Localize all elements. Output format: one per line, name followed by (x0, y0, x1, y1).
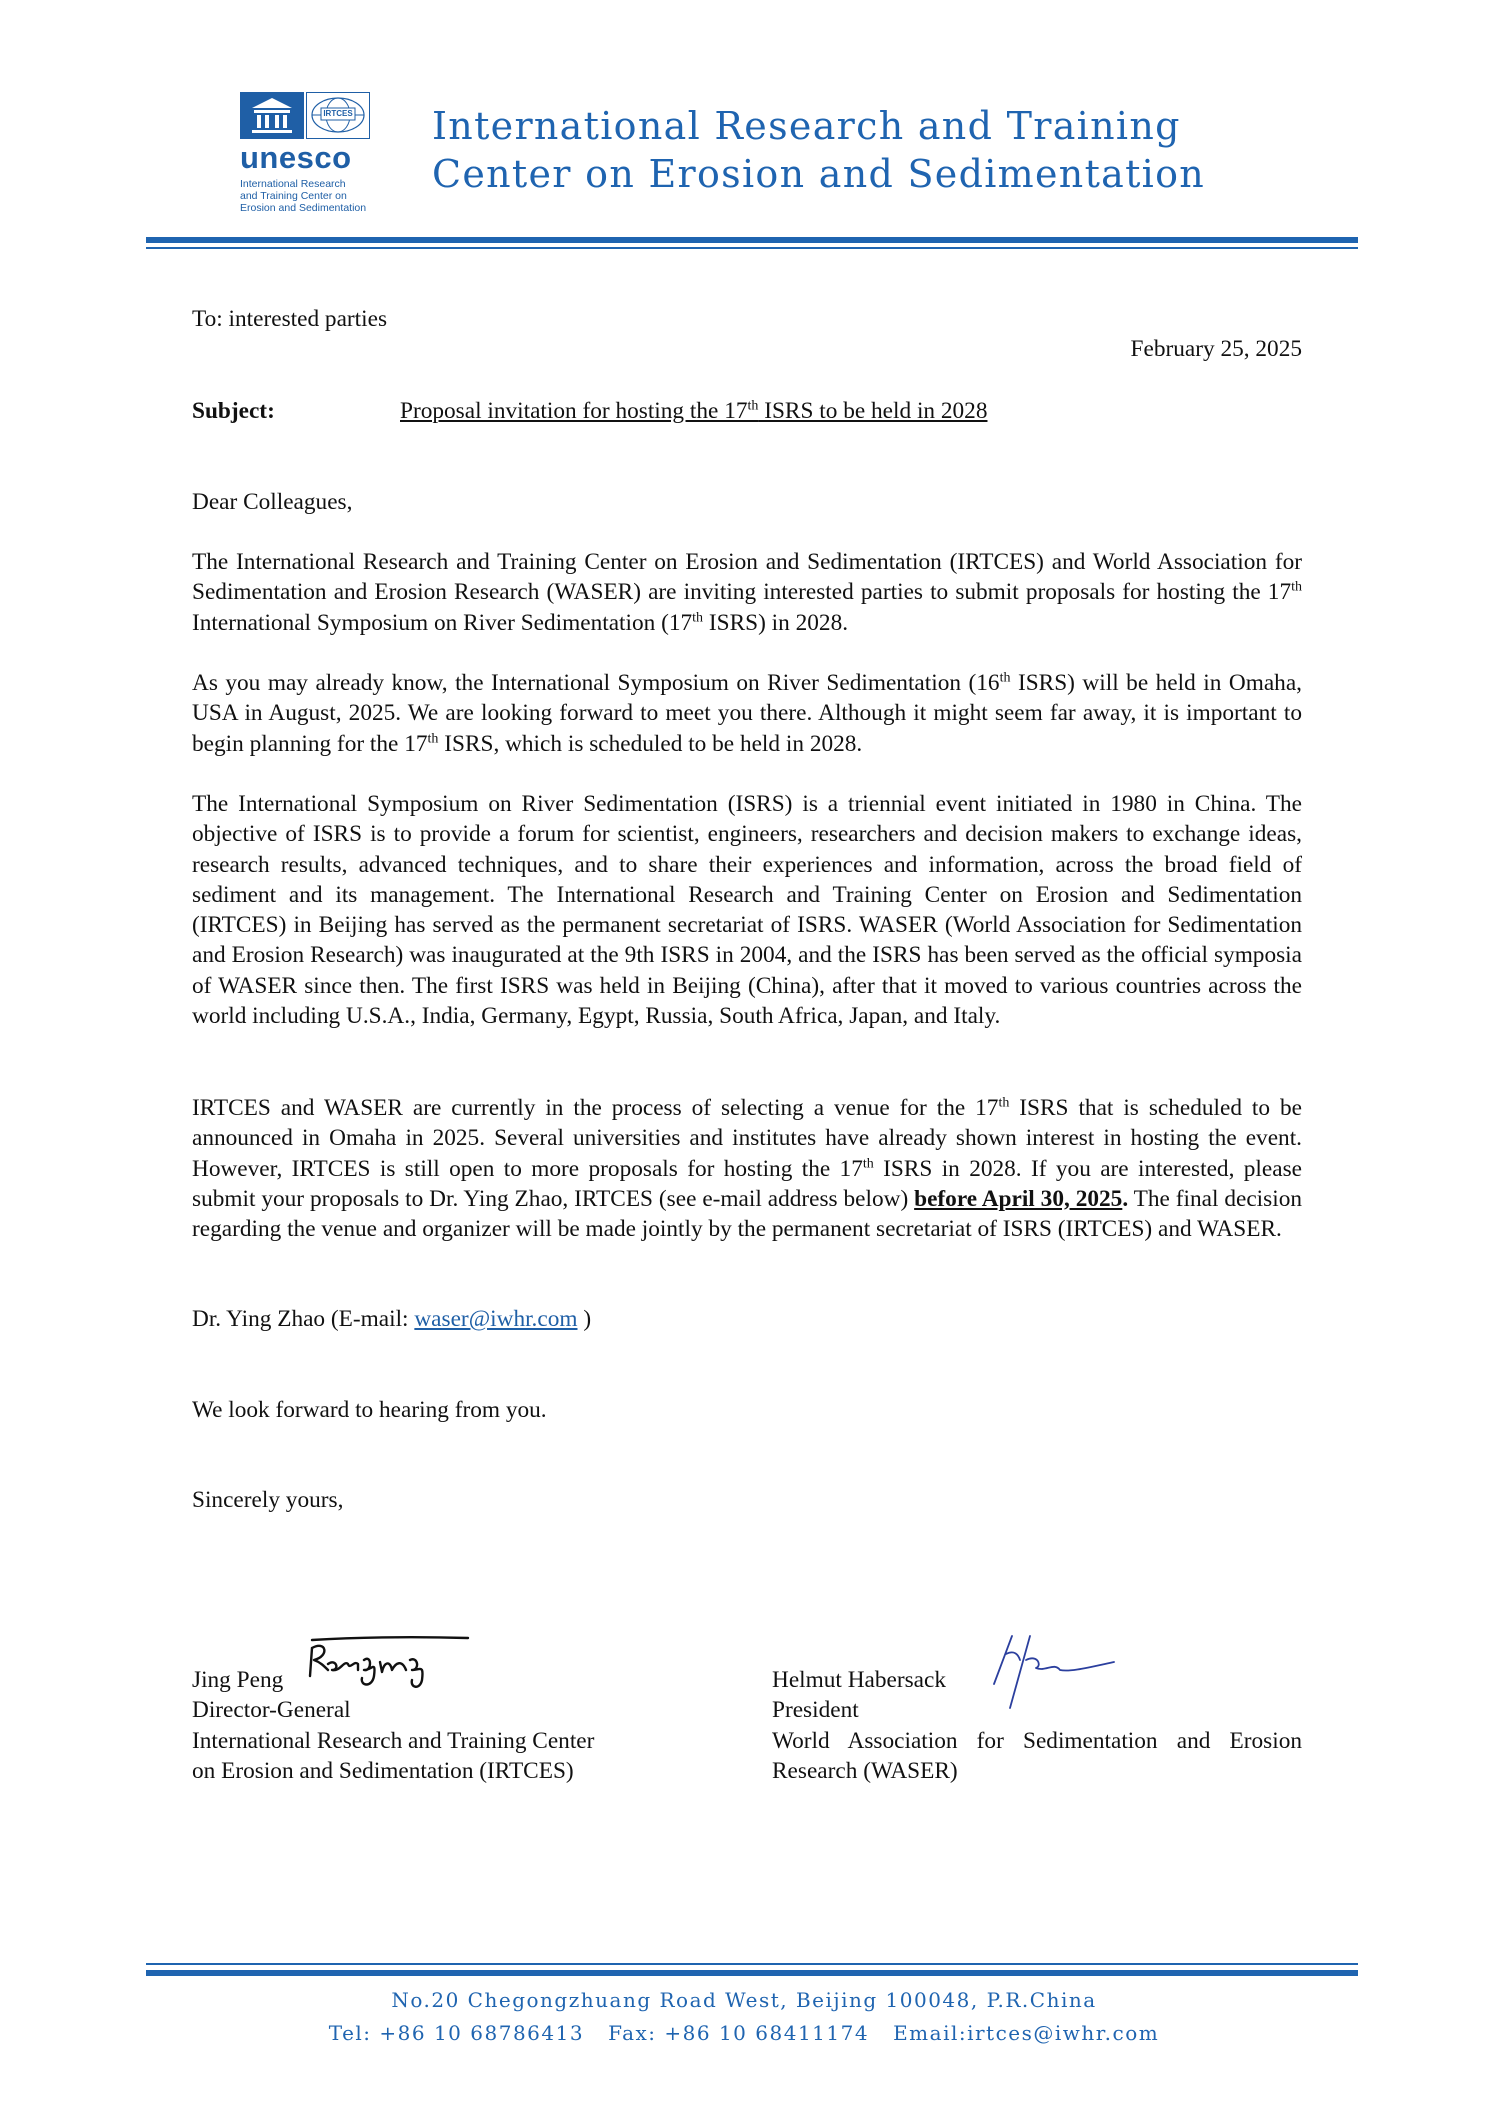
left-signatory-block (192, 1665, 594, 1786)
paragraph-2: As you may already know, the International Symposium on River Sedimentation (16th ISRS) will be held in Omaha, USA in August, 2025. We are looking forward to meet you there. Although it might seem far away, it is important to begin planning for the 17th ISRS, which is scheduled to be held in 2028. (192, 670, 1302, 757)
organization-title-line1: International Research and Training (432, 104, 1181, 148)
subject-label: Subject: (192, 398, 275, 424)
right-signatory-org-line2: Research (WASER) (772, 1757, 958, 1784)
paragraph-3: The International Symposium on River Sedimentation (ISRS) is a triennial event initiated in 1980 in China. The objective of ISRS is to provide a forum for scientist, engineers, researchers and decision makers to exchange ideas, research results, advanced techniques, and to share their experiences and information, across the broad field of sediment and its management. The International Research and Training Center on Erosion and Sedimentation (IRTCES) in Beijing has served as the permanent secretariat of ISRS. WASER (World Association for Sedimentation and Erosion Research) was inaugurated at the 9th ISRS in 2004, and the ISRS has been served as the official symposia of WASER since then. The first ISRS was held in Beijing (China), after that it moved to various countries across the world including U.S.A., India, Germany, Egypt, Russia, South Africa, Japan, and Italy. (192, 791, 1302, 1030)
footer-rule-thin (146, 1963, 1358, 1965)
left-signatory-org-line1: International Research and Training Center (192, 1727, 595, 1754)
footer-address: No.20 Chegongzhuang Road West, Beijing 100048, P.R.China (391, 1988, 1097, 2012)
footer-fax: Fax: +86 10 68411174 (608, 2021, 870, 2045)
paragraph-1: The International Research and Training Center on Erosion and Sedimentation (IRTCES) and World Association for Sedimentation and Erosion Research (WASER) are inviting interested parties to submit proposals for hosting the 17th International Symposium on River Sedimentation (17th ISRS) in 2028. (192, 549, 1302, 636)
recipient-line: To: interested parties (192, 306, 388, 332)
left-signatory-name: Jing Peng (192, 1667, 284, 1693)
salutation: Dear Colleagues, (192, 489, 353, 515)
closing-line: We look forward to hearing from you. (192, 1397, 547, 1423)
right-signatory-name: Helmut Habersack (772, 1667, 947, 1693)
footer-email: Email:irtces@iwhr.com (893, 2021, 1160, 2045)
unesco-temple-icon (240, 92, 304, 139)
right-signatory-org-line1: World Association for Sedimentation and Erosion (772, 1727, 1302, 1754)
footer-contact (0, 2021, 1488, 2045)
footer-tel: Tel: +86 10 68786413 (328, 2021, 585, 2045)
contact-email-link[interactable]: waser@iwhr.com (414, 1306, 578, 1332)
irtces-badge-icon (306, 92, 370, 139)
paragraph-4: IRTCES and WASER are currently in the process of selecting a venue for the 17th ISRS that is scheduled to be announced in Omaha in 2025. Several universities and institutes have already shown interest in hosting the event. However, IRTCES is still open to more proposals for hosting the 17th ISRS in 2028. If you are interested, please submit your proposals to Dr. Ying Zhao, IRTCES (see e-mail address below) before April 30, 2025. The final decision regarding the venue and organizer will be made jointly by the permanent secretariat of ISRS (IRTCES) and WASER. (192, 1095, 1302, 1243)
logo-subtitle: International Research and Training Center on Erosion and Sedimentation (240, 178, 367, 214)
unesco-wordmark: unesco (240, 140, 352, 175)
deadline-text: before April 30, 2025 (914, 1185, 1123, 1212)
left-signatory-org-line2: on Erosion and Sedimentation (IRTCES) (192, 1757, 574, 1784)
right-signatory-block (772, 1665, 1302, 1786)
organization-title (432, 102, 1205, 198)
subject-text: Proposal invitation for hosting the 17th ISRS to be held in 2028 (400, 398, 988, 424)
letter-date: February 25, 2025 (1130, 336, 1302, 362)
left-signatory-title: Director-General (192, 1697, 351, 1724)
header-rule-thin (146, 247, 1358, 249)
contact-line: Dr. Ying Zhao (E-mail: waser@iwhr.com ) (192, 1306, 592, 1332)
irtces-badge-text: IRTCES (323, 109, 353, 118)
header-rule-thick (146, 237, 1358, 243)
footer-rule-thick (146, 1970, 1358, 1976)
organization-title-line2: Center on Erosion and Sedimentation (432, 152, 1206, 196)
sign-off: Sincerely yours, (192, 1487, 344, 1513)
right-signatory-title: President (772, 1697, 859, 1724)
unesco-irtces-logo (240, 92, 375, 214)
